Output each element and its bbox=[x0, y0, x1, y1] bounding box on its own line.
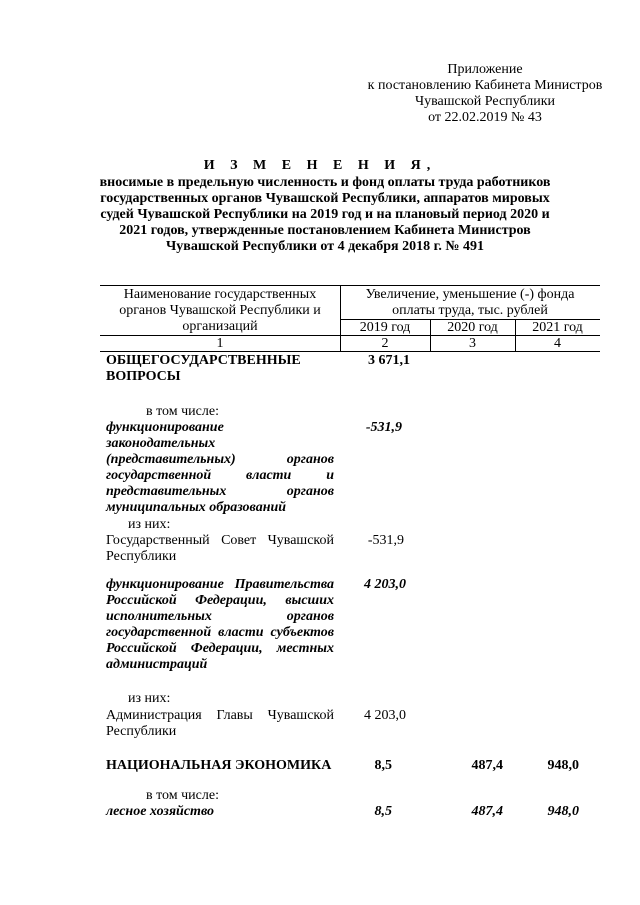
header-2020: 2020 год bbox=[447, 320, 498, 335]
row-value-2019: 4 203,0 bbox=[364, 577, 406, 592]
header-num-3: 3 bbox=[469, 336, 476, 351]
row-value-2019: 4 203,0 bbox=[364, 708, 406, 723]
row-name: Государственный Совет Чувашской Республики bbox=[106, 533, 334, 564]
header-num-1: 1 bbox=[216, 336, 224, 351]
header-2021: 2021 год bbox=[532, 320, 583, 335]
row-name: из них: bbox=[128, 691, 171, 706]
row-name: функционирование законодательных (представительных) органов государственной власти и представительных органов муниципальных образований bbox=[106, 420, 334, 515]
row-name: функционирование Правительства Российской Федерации, высших исполнительных органов государственной власти субъектов Российской Федерации, местных администраций bbox=[106, 577, 334, 672]
appendix-line-1: Приложение bbox=[447, 62, 523, 77]
row-value-2019: 8,5 bbox=[374, 758, 392, 773]
row-value-2019: -531,9 bbox=[367, 533, 404, 548]
row-value-2021: 948,0 bbox=[547, 758, 579, 773]
row-name: из них: bbox=[128, 517, 171, 532]
row-value-2019: 3 671,1 bbox=[368, 353, 410, 368]
row-name: ОБЩЕГОСУДАРСТВЕННЫЕ ВОПРОСЫ bbox=[106, 353, 301, 384]
document-title: И З М Е Н Е Н И Я, bbox=[203, 158, 437, 173]
header-col-group: Увеличение, уменьшение (-) фонда оплаты труда, тыс. рублей bbox=[365, 287, 575, 318]
row-value-2019: 8,5 bbox=[374, 804, 392, 819]
table-top-border bbox=[100, 285, 600, 286]
header-num-4: 4 bbox=[554, 336, 561, 351]
appendix-line-4: от 22.02.2019 № 43 bbox=[428, 110, 542, 125]
row-name: Администрация Главы Чувашской Республики bbox=[106, 708, 334, 739]
document-subtitle: вносимые в предельную численность и фонд оплаты труда работников государственных органов Чувашской Республики, аппаратов мировых судей Чувашской Республики на 2019 год и на плановый период 2020 и 2021 годов, утвержденные постановлением Кабинета Министров Чувашской Республики от 4 декабря 2018 г. № 491 bbox=[99, 175, 551, 254]
row-name: НАЦИОНАЛЬНАЯ ЭКОНОМИКА bbox=[106, 758, 332, 773]
row-value-2020: 487,4 bbox=[471, 804, 503, 819]
row-name: в том числе: bbox=[146, 788, 219, 803]
row-name: лесное хозяйство bbox=[106, 804, 215, 819]
row-name: в том числе: bbox=[146, 404, 219, 419]
row-value-2020: 487,4 bbox=[471, 758, 503, 773]
header-col-name: Наименование государственных органов Чувашской Республики и организаций bbox=[119, 287, 321, 334]
appendix-block bbox=[340, 62, 630, 126]
header-num-2: 2 bbox=[381, 336, 389, 351]
row-value-2021: 948,0 bbox=[547, 804, 579, 819]
appendix-line-3: Чувашской Республики bbox=[414, 94, 556, 109]
appendix-line-2: к постановлению Кабинета Министров bbox=[367, 78, 603, 93]
header-2019: 2019 год bbox=[359, 320, 411, 335]
row-value-2019: -531,9 bbox=[365, 420, 402, 435]
